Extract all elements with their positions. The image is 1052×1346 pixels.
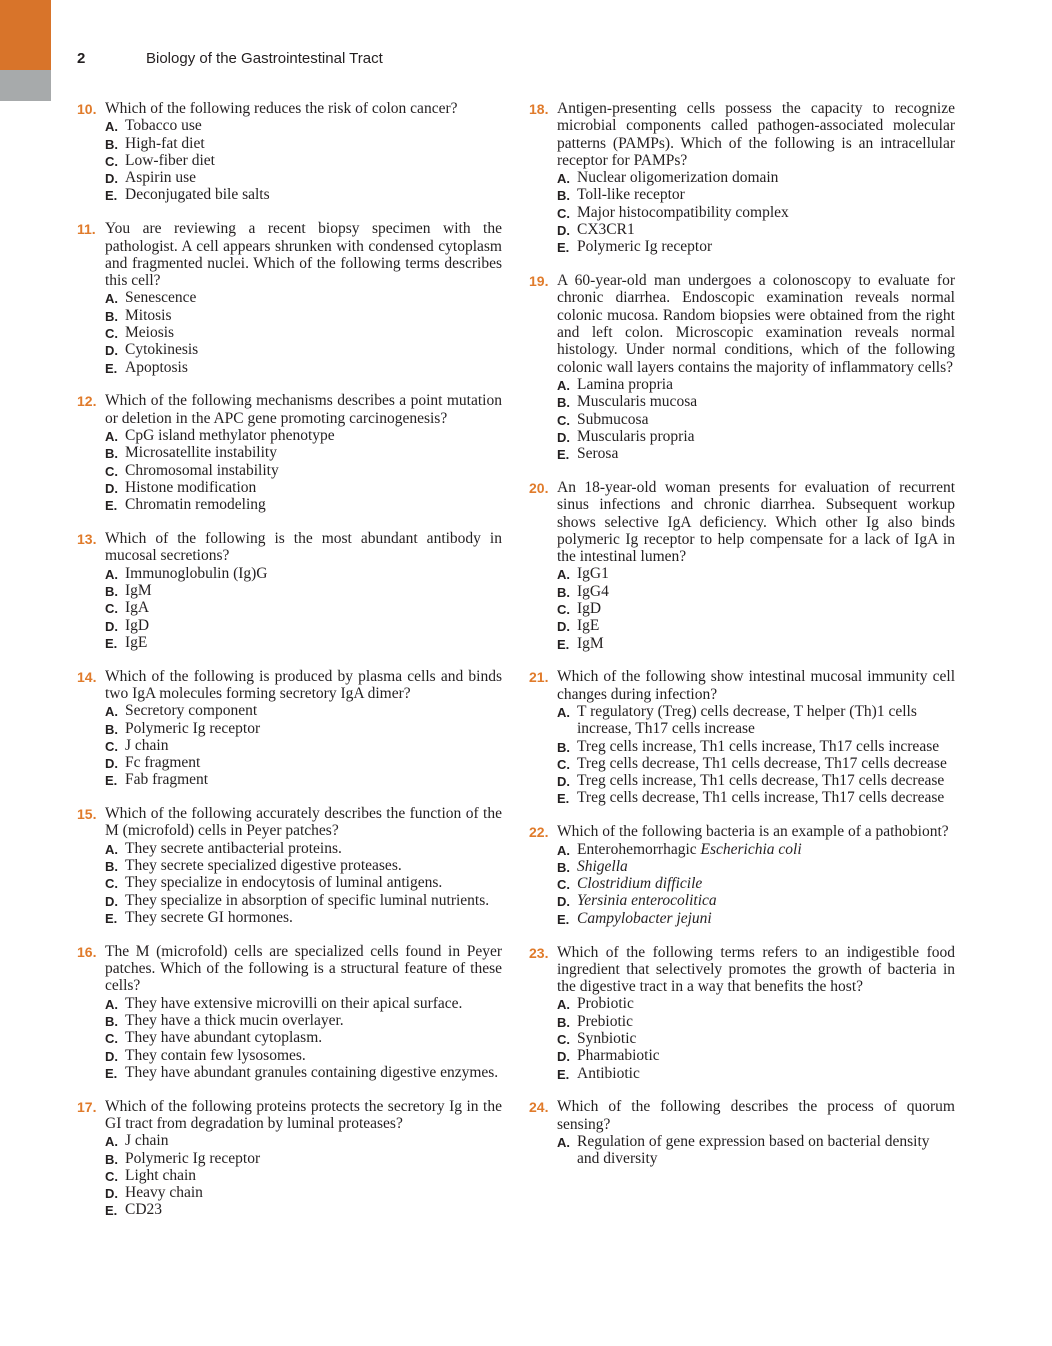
- option-letter: E.: [105, 910, 118, 926]
- question-number: 17.: [77, 1098, 97, 1115]
- answer-option: [557, 1030, 955, 1047]
- option-letter: D.: [557, 619, 570, 635]
- question-stem: An 18-year-old woman presents for evaluation of recurrent sinus infections and chronic diarrhea. Subsequent workup shows selective IgA deficiency. Which other Ig also binds polymeric Ig receptor to help compensate for a lack of IgA in the intestinal lumen?: [557, 478, 955, 566]
- option-text: IgD: [125, 616, 150, 634]
- running-title: Biology of the Gastrointestinal Tract: [146, 50, 383, 67]
- option-letter: E.: [105, 360, 118, 376]
- answer-option: [557, 221, 955, 238]
- option-letter: C.: [105, 876, 118, 892]
- question: [77, 668, 502, 789]
- option-letter: D.: [105, 343, 118, 359]
- answer-option: [105, 307, 502, 324]
- option-letter: E.: [557, 911, 570, 927]
- answer-option: [105, 892, 502, 909]
- answer-option: [105, 771, 502, 788]
- option-letter: C.: [105, 326, 118, 342]
- option-letter: B.: [105, 721, 118, 737]
- option-text: J chain: [125, 1132, 169, 1150]
- answer-option: [557, 841, 955, 858]
- question-number: 12.: [77, 393, 97, 410]
- option-letter: B.: [105, 308, 118, 324]
- option-text: Regulation of gene expression based on bacterial density and diversity: [577, 1133, 930, 1168]
- question: [77, 805, 502, 926]
- option-text: Senescence: [125, 289, 197, 307]
- answer-option: [105, 1047, 502, 1064]
- option-letter: B.: [557, 739, 570, 755]
- answer-option: [105, 427, 502, 444]
- option-text: Probiotic: [577, 995, 634, 1013]
- question: [77, 392, 502, 513]
- answer-option: [557, 411, 955, 428]
- question-number: 14.: [77, 668, 97, 685]
- answer-option: [105, 582, 502, 599]
- answer-option: [557, 910, 955, 927]
- option-text: CX3CR1: [577, 221, 635, 239]
- option-text: Toll-like receptor: [577, 186, 685, 204]
- answer-option: [557, 1065, 955, 1082]
- option-text: Apoptosis: [125, 358, 188, 376]
- option-letter: E.: [557, 447, 570, 463]
- question-number: 20.: [529, 479, 549, 496]
- answer-option: [105, 737, 502, 754]
- option-letter: E.: [105, 498, 118, 514]
- answer-option: [105, 1201, 502, 1218]
- question-stem: Which of the following accurately describes the function of the M (microfold) cells in Peyer patches?: [105, 805, 502, 840]
- question-stem: Which of the following show intestinal mucosal immunity cell changes during infection?: [557, 668, 955, 703]
- option-text: They contain few lysosomes.: [125, 1046, 306, 1064]
- question-stem: Antigen-presenting cells possess the capacity to recognize microbial components called pathogen-associated molecular patterns (PAMPs). Which of the following is an intracellular receptor for PAMPs?: [557, 100, 955, 169]
- option-text: Treg cells decrease, Th1 cells decrease, Th17 cells decrease: [577, 754, 947, 772]
- option-letter: A.: [105, 291, 118, 307]
- option-text: CD23: [125, 1201, 163, 1219]
- option-letter: B.: [105, 859, 118, 875]
- option-text: They specialize in absorption of specific luminal nutrients.: [125, 891, 490, 909]
- question-stem: Which of the following reduces the risk of colon cancer?: [105, 100, 458, 117]
- question-stem: A 60-year-old man undergoes a colonoscopy to evaluate for chronic diarrhea. Endoscopic examination reveals normal colonic mucosa. Random biopsies were obtained from the right and left colon. Microscopic examination reveals normal histology. Under normal conditions, which of the following colonic wall layers contains the majority of inflammatory cells?: [557, 272, 955, 376]
- option-text: Chromosomal instability: [125, 461, 279, 479]
- option-text: Polymeric Ig receptor: [125, 1149, 261, 1167]
- option-text: Treg cells decrease, Th1 cells increase, Th17 cells decrease: [577, 789, 945, 807]
- question-number: 15.: [77, 806, 97, 823]
- answer-option: [105, 702, 502, 719]
- answer-option: [557, 617, 955, 634]
- answer-option: [105, 289, 502, 306]
- question-stem: Which of the following describes the process of quorum sensing?: [557, 1098, 955, 1133]
- answer-option: [557, 238, 955, 255]
- option-letter: E.: [105, 1065, 118, 1081]
- answer-option: [105, 1167, 502, 1184]
- option-letter: E.: [557, 1066, 570, 1082]
- option-letter: C.: [105, 601, 118, 617]
- option-letter: D.: [557, 774, 570, 790]
- left-column: [77, 100, 502, 1235]
- option-letter: E.: [557, 636, 570, 652]
- question-number: 24.: [529, 1099, 549, 1116]
- answer-option: [105, 341, 502, 358]
- answer-option: [557, 204, 955, 221]
- option-letter: C.: [557, 602, 570, 618]
- option-text-italic: Campylobacter jejuni: [577, 909, 712, 927]
- answer-option: [105, 754, 502, 771]
- answer-option: [105, 135, 502, 152]
- option-letter: C.: [105, 463, 118, 479]
- answer-option: [105, 1150, 502, 1167]
- option-text: Treg cells increase, Th1 cells decrease, Th17 cells decrease: [577, 772, 945, 790]
- option-letter: A.: [557, 171, 570, 187]
- option-letter: B.: [557, 395, 570, 411]
- option-text: CpG island methylator phenotype: [125, 427, 335, 445]
- option-letter: D.: [105, 1048, 118, 1064]
- option-letter: A.: [105, 566, 118, 582]
- option-letter: A.: [105, 1134, 118, 1150]
- option-text: Polymeric Ig receptor: [577, 238, 713, 256]
- question: [529, 100, 955, 256]
- question-stem: Which of the following is the most abundant antibody in mucosal secretions?: [105, 530, 502, 565]
- option-letter: B.: [557, 188, 570, 204]
- answer-option: [105, 186, 502, 203]
- option-letter: C.: [105, 153, 118, 169]
- question-stem: The M (microfold) cells are specialized cells found in Peyer patches. Which of the following is a structural feature of these cells?: [105, 942, 502, 995]
- answer-option: [557, 600, 955, 617]
- option-letter: D.: [105, 893, 118, 909]
- answer-option: [105, 599, 502, 616]
- option-letter: E.: [105, 1203, 118, 1219]
- option-letter: B.: [105, 1151, 118, 1167]
- option-letter: B.: [557, 1014, 570, 1030]
- option-letter: A.: [105, 704, 118, 720]
- option-letter: D.: [557, 1049, 570, 1065]
- option-letter: A.: [557, 377, 570, 393]
- option-text: Deconjugated bile salts: [125, 186, 270, 204]
- answer-option: [557, 1013, 955, 1030]
- option-letter: D.: [557, 429, 570, 445]
- option-text: Synbiotic: [577, 1030, 637, 1048]
- option-letter: C.: [105, 1168, 118, 1184]
- question: [529, 668, 955, 806]
- question-number: 10.: [77, 101, 97, 117]
- option-letter: D.: [557, 223, 570, 239]
- question-stem: Which of the following terms refers to an indigestible food ingredient that selectively promotes the growth of bacteria in the digestive tract in a way that benefits the host?: [557, 943, 955, 996]
- option-letter: D.: [105, 756, 118, 772]
- option-letter: C.: [557, 205, 570, 221]
- option-letter: C.: [557, 756, 570, 772]
- option-text: Pharmabiotic: [577, 1047, 660, 1065]
- question: [77, 220, 502, 376]
- option-text: IgG4: [577, 582, 609, 600]
- option-text: IgA: [125, 599, 150, 617]
- answer-option: [557, 858, 955, 875]
- option-text: Serosa: [577, 445, 619, 463]
- option-text: T regulatory (Treg) cells decrease, T helper (Th)1 cells increase, Th17 cells increase: [577, 703, 917, 738]
- answer-option: [557, 1133, 955, 1168]
- question: [529, 823, 955, 927]
- question: [77, 943, 502, 1081]
- option-letter: E.: [105, 188, 118, 204]
- option-text: Major histocompatibility complex: [577, 203, 789, 221]
- option-letter: A.: [105, 429, 118, 445]
- option-text: They secrete antibacterial proteins.: [125, 839, 342, 857]
- option-text: IgM: [577, 634, 604, 652]
- option-text: Immunoglobulin (Ig)G: [125, 564, 268, 582]
- option-text: Submucosa: [577, 410, 649, 428]
- question-number: 22.: [529, 824, 549, 841]
- answer-option: [557, 703, 955, 738]
- answer-option: [105, 995, 502, 1012]
- option-text-italic: Escherichia coli: [700, 840, 802, 858]
- option-text: Microsatellite instability: [125, 444, 277, 462]
- answer-option: [105, 117, 502, 134]
- question: [529, 1098, 955, 1167]
- question-stem: You are reviewing a recent biopsy specimen with the pathologist. A cell appears shrunken with condensed cytoplasm and fragmented nuclei. Which of the following terms describes this cell?: [105, 220, 502, 290]
- option-text: Meiosis: [125, 324, 175, 342]
- option-text-italic: Clostridium difficile: [577, 875, 703, 893]
- answer-option: [557, 445, 955, 462]
- answer-option: [557, 169, 955, 186]
- option-text: Secretory component: [125, 702, 258, 720]
- answer-option: [105, 359, 502, 376]
- answer-option: [105, 1064, 502, 1081]
- answer-option: [557, 1047, 955, 1064]
- option-text-italic: Shigella: [577, 857, 628, 875]
- option-letter: B.: [105, 446, 118, 462]
- answer-option: [557, 892, 955, 909]
- option-letter: A.: [557, 1135, 570, 1151]
- question-number: 16.: [77, 943, 97, 960]
- option-text: Treg cells increase, Th1 cells increase, Th17 cells increase: [577, 737, 940, 755]
- option-letter: E.: [557, 240, 570, 256]
- answer-option: [557, 738, 955, 755]
- option-text: Low-fiber diet: [125, 151, 215, 169]
- option-text: Enterohemorrhagic: [577, 840, 701, 858]
- option-letter: D.: [105, 1186, 118, 1202]
- option-letter: C.: [557, 412, 570, 428]
- answer-option: [557, 772, 955, 789]
- option-letter: B.: [105, 1013, 118, 1029]
- answer-option: [105, 909, 502, 926]
- question-number: 23.: [529, 944, 549, 961]
- option-text: They have abundant cytoplasm.: [125, 1029, 323, 1047]
- answer-option: [557, 789, 955, 806]
- answer-option: [557, 875, 955, 892]
- option-text: IgM: [125, 581, 152, 599]
- option-letter: D.: [105, 171, 118, 187]
- option-text: Muscularis mucosa: [577, 393, 698, 411]
- answer-option: [557, 393, 955, 410]
- option-letter: B.: [557, 859, 570, 875]
- option-text: Mitosis: [125, 306, 172, 324]
- option-text-italic: Yersinia enterocolitica: [577, 892, 717, 910]
- question-stem: Which of the following is produced by plasma cells and binds two IgA molecules forming secretory IgA dimer?: [105, 667, 502, 702]
- question-number: 13.: [77, 531, 97, 548]
- option-text: Muscularis propria: [577, 427, 695, 445]
- option-letter: C.: [557, 1032, 570, 1048]
- answer-option: [105, 720, 502, 737]
- question-stem: Which of the following proteins protects the secretory Ig in the GI tract from degradation by luminal proteases?: [105, 1097, 502, 1132]
- option-text: IgD: [577, 600, 602, 618]
- answer-option: [557, 583, 955, 600]
- option-letter: A.: [557, 567, 570, 583]
- option-letter: D.: [105, 480, 118, 496]
- answer-option: [105, 1132, 502, 1149]
- option-letter: B.: [105, 583, 118, 599]
- option-text: IgE: [577, 617, 600, 635]
- question: [529, 944, 955, 1082]
- answer-option: [105, 1029, 502, 1046]
- chapter-tab-gray: [0, 70, 51, 101]
- page-number: 2: [77, 50, 86, 67]
- option-text: Chromatin remodeling: [125, 496, 266, 514]
- answer-option: [105, 1184, 502, 1201]
- answer-option: [105, 152, 502, 169]
- option-text: Fab fragment: [125, 771, 209, 789]
- question: [529, 272, 955, 462]
- option-letter: A.: [105, 841, 118, 857]
- answer-option: [557, 635, 955, 652]
- answer-option: [105, 565, 502, 582]
- question-number: 18.: [529, 101, 549, 117]
- question-number: 21.: [529, 669, 549, 686]
- question-stem: Which of the following bacteria is an example of a pathobiont?: [557, 823, 949, 841]
- option-text: Histone modification: [125, 478, 257, 496]
- option-text: They secrete GI hormones.: [125, 908, 293, 926]
- option-letter: D.: [105, 618, 118, 634]
- answer-option: [105, 840, 502, 857]
- option-letter: E.: [105, 773, 118, 789]
- option-letter: C.: [557, 877, 570, 893]
- answer-option: [105, 1012, 502, 1029]
- option-text: They specialize in endocytosis of luminal antigens.: [125, 874, 443, 892]
- question-number: 19.: [529, 273, 549, 290]
- answer-option: [557, 565, 955, 582]
- option-letter: D.: [557, 894, 570, 910]
- answer-option: [105, 496, 502, 513]
- option-letter: C.: [105, 738, 118, 754]
- answer-option: [105, 617, 502, 634]
- option-letter: E.: [105, 635, 118, 651]
- right-column: [529, 100, 955, 1184]
- option-text: Aspirin use: [125, 169, 197, 187]
- option-letter: A.: [105, 119, 118, 135]
- answer-option: [105, 324, 502, 341]
- answer-option: [105, 169, 502, 186]
- option-text: Fc fragment: [125, 754, 201, 772]
- answer-option: [557, 376, 955, 393]
- option-text: IgG1: [577, 565, 609, 583]
- question-stem: Which of the following mechanisms describes a point mutation or deletion in the APC gene promoting carcinogenesis?: [105, 392, 502, 427]
- option-text: Heavy chain: [125, 1184, 203, 1202]
- chapter-tab-orange: [0, 0, 51, 70]
- question: [77, 530, 502, 651]
- option-text: High-fat diet: [125, 134, 205, 152]
- answer-option: [557, 186, 955, 203]
- option-text: Light chain: [125, 1166, 197, 1184]
- option-text: Prebiotic: [577, 1012, 633, 1030]
- option-letter: B.: [105, 136, 118, 152]
- option-letter: A.: [557, 705, 570, 720]
- option-text: Tobacco use: [125, 117, 202, 135]
- question: [77, 1098, 502, 1219]
- answer-option: [105, 857, 502, 874]
- option-text: Antibiotic: [577, 1064, 640, 1082]
- answer-option: [105, 462, 502, 479]
- answer-option: [105, 444, 502, 461]
- question: [529, 479, 955, 652]
- answer-option: [105, 634, 502, 651]
- answer-option: [557, 995, 955, 1012]
- option-letter: E.: [557, 791, 570, 807]
- option-text: Polymeric Ig receptor: [125, 719, 261, 737]
- option-letter: B.: [557, 584, 570, 600]
- answer-option: [557, 755, 955, 772]
- option-letter: A.: [557, 842, 570, 858]
- option-letter: A.: [105, 996, 118, 1012]
- option-letter: C.: [105, 1031, 118, 1047]
- question-number: 11.: [77, 221, 96, 238]
- question: [77, 100, 502, 204]
- option-text: Lamina propria: [577, 375, 673, 393]
- option-text: IgE: [125, 633, 148, 651]
- option-text: Nuclear oligomerization domain: [577, 169, 779, 187]
- option-text: They secrete specialized digestive proteases.: [125, 857, 402, 875]
- answer-option: [105, 874, 502, 891]
- option-text: They have a thick mucin overlayer.: [125, 1011, 344, 1029]
- answer-option: [105, 479, 502, 496]
- option-text: They have abundant granules containing digestive enzymes.: [125, 1063, 499, 1081]
- option-text: They have extensive microvilli on their apical surface.: [125, 994, 463, 1012]
- option-text: J chain: [125, 736, 169, 754]
- option-text: Cytokinesis: [125, 341, 199, 359]
- option-letter: A.: [557, 997, 570, 1013]
- answer-option: [557, 428, 955, 445]
